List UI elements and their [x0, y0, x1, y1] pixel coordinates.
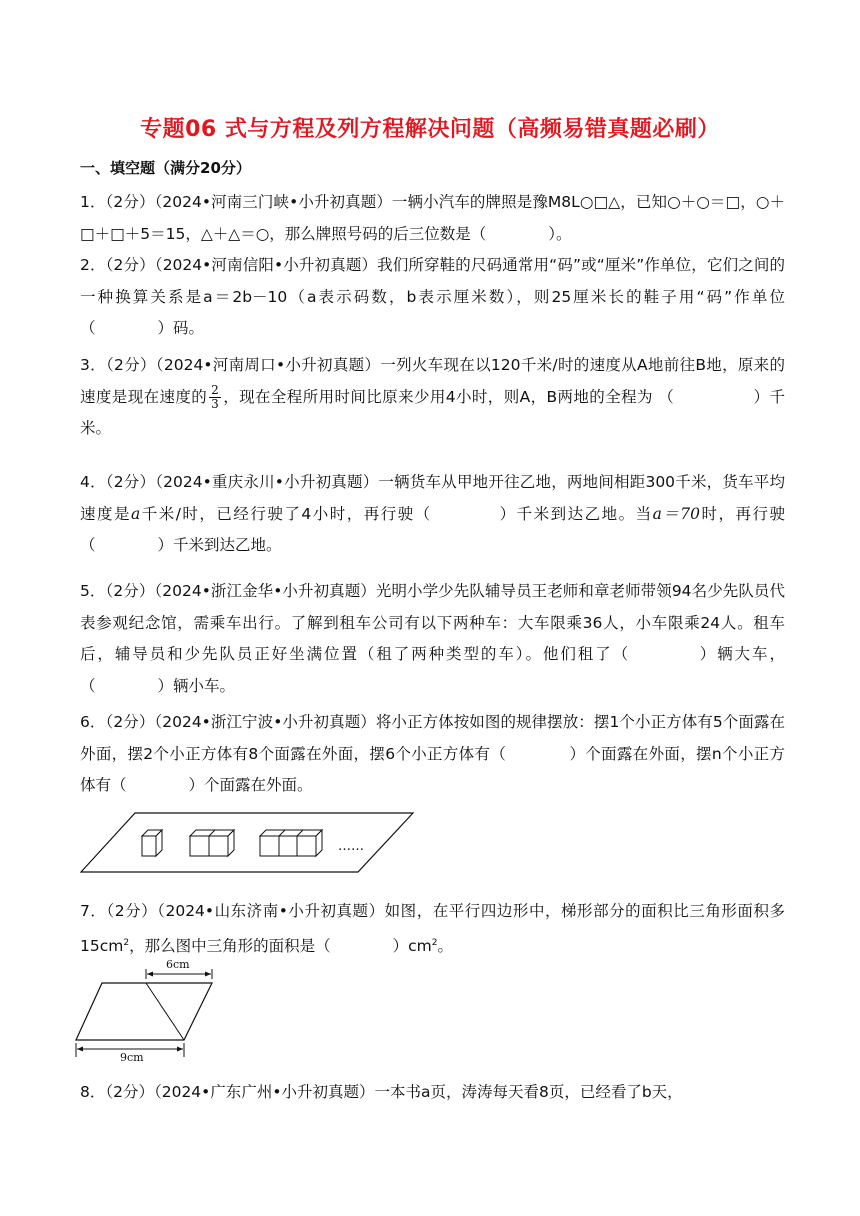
- section-heading: 一、填空题（满分20分）: [80, 159, 251, 177]
- top-length-label: 6cm: [166, 958, 190, 971]
- question-3: [80, 350, 785, 445]
- variable-a: a: [130, 504, 141, 523]
- bottom-length-label: 9cm: [120, 1051, 144, 1061]
- question-1: 1．（2分）（2024•河南三门峡•小升初真题）一辆小汽车的牌照是豫M8L○□△，已知○＋○＝□，○＋□＋□＋5＝15，△＋△＝○，那么牌照号码的后三位数是（ ）。: [80, 193, 785, 243]
- cube-group-1: [142, 830, 162, 856]
- fraction-numerator: 2: [211, 382, 219, 397]
- question-3-text-before: 3．（2分）（2024•河南周口•小升初真题）一列火车现在以120千米/时的速度从A地前往B地，原来的速度是现在速度的: [80, 356, 785, 406]
- parallelogram-figure: [74, 955, 224, 1061]
- question-4-text-after: 时，再行驶（ ）千米到达乙地。: [80, 504, 785, 554]
- question-8: 8．（2分）（2024•广东广州•小升初真题）一本书a页，涛涛每天看8页，已经看了b天，: [80, 1083, 683, 1101]
- parallelogram-shape: [76, 983, 212, 1040]
- cube-pattern-figure: [80, 810, 420, 874]
- question-5: 5．（2分）（2024•浙江金华•小升初真题）光明小学少先队辅导员王老师和章老师带领94名少先队员代表参观纪念馆，需乘车出行。了解到租车公司有以下两种车：大车限乘36人，小车限乘24人。租车后，辅导员和少先队员正好坐满位置（租了两种类型的车）。他们租了（ ）辆大车，（ ）辆小车。: [80, 582, 785, 695]
- question-7: [80, 896, 785, 962]
- condition-expression: a＝70: [652, 504, 701, 523]
- cube-group-3: [260, 830, 322, 856]
- question-7-text-after: 。: [437, 936, 453, 955]
- question-3-text-after: ，现在全程所用时间比原来少用4小时，则A，B两地的全程为 （ ）千米。: [80, 387, 785, 437]
- question-4: [80, 467, 785, 562]
- question-7-text: 7．（2分）（2024•山东济南•小升初真题）如图，在平行四边形中，梯形部分的面积比三角形面积多15cm: [80, 902, 785, 955]
- question-4-text-before: 4．（2分）（2024•重庆永川•小升初真题）一辆货车从甲地开往乙地，两地间相距300千米，货车平均速度是: [80, 473, 785, 523]
- question-4-text-mid: 千米/时，已经行驶了4小时，再行驶（ ）千米到达乙地。当: [140, 504, 653, 523]
- ellipsis-label: ……: [338, 839, 364, 854]
- question-7-text-mid: ，那么图中三角形的面积是（ ）cm: [129, 936, 432, 955]
- superscript-2: 2: [123, 937, 130, 948]
- fraction: [209, 384, 221, 411]
- question-2: 2．（2分）（2024•河南信阳•小升初真题）我们所穿鞋的尺码通常用“码”或“厘米”作单位，它们之间的一种换算关系是a＝2b－10（a表示码数，b表示厘米数），则25厘米长的鞋子用“码”作单位（ ）码。: [80, 256, 785, 337]
- cube-group-2: [190, 830, 234, 856]
- fraction-denominator: 3: [211, 396, 219, 411]
- superscript-2: 2: [431, 937, 438, 948]
- triangle-side: [146, 983, 184, 1040]
- question-6: 6．（2分）（2024•浙江宁波•小升初真题）将小正方体按如图的规律摆放：摆1个小正方体有5个面露在外面，摆2个小正方体有8个面露在外面，摆6个小正方体有（ ）个面露在外面，摆n个小正方体有（ ）个面露在外面。: [80, 713, 785, 794]
- page-title: 专题06 式与方程及列方程解决问题（高频易错真题必刷）: [140, 117, 720, 142]
